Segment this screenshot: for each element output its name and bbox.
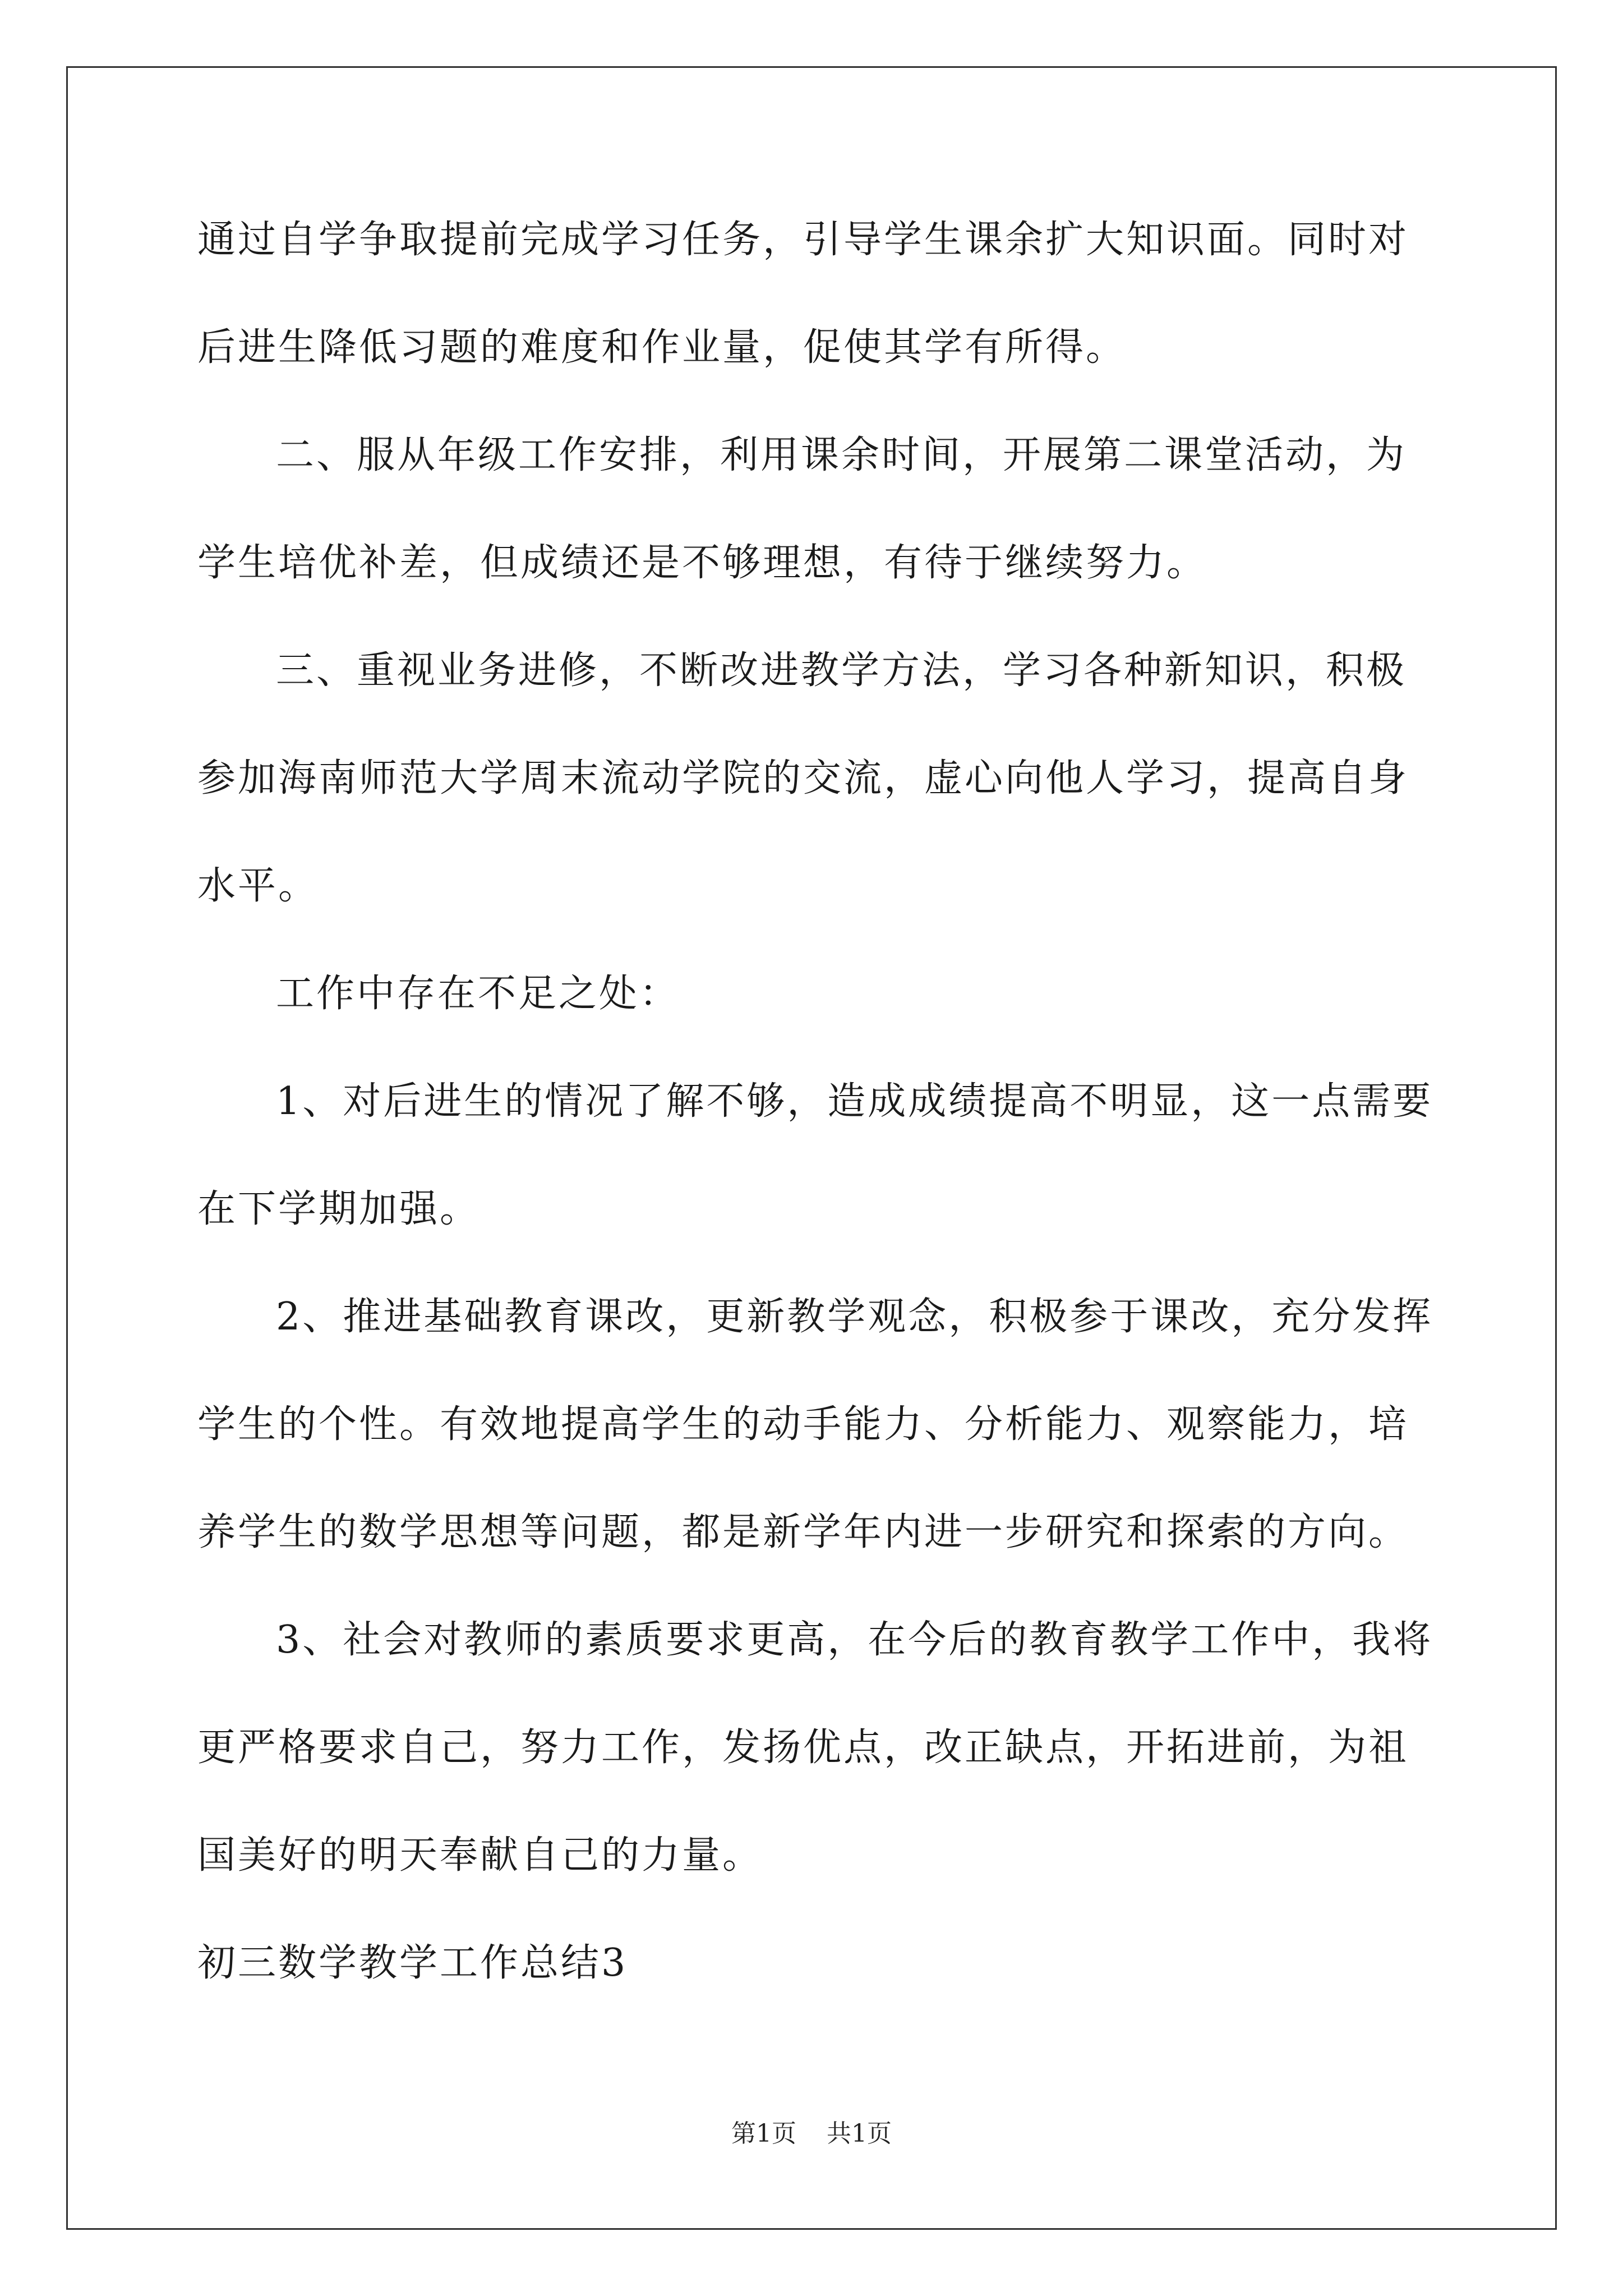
paragraph xyxy=(197,1075,1433,1236)
paragraph xyxy=(197,967,1426,1021)
text-line: 学生的个性。有效地提高学生的动手能力、分析能力、观察能力，培 xyxy=(197,1402,1409,1447)
paragraph xyxy=(197,213,1426,375)
text-line: 3、社会对教师的素质要求更高，在今后的教育教学工作中，我将 xyxy=(276,1618,1433,1662)
text-line: 1、对后进生的情况了解不够，造成成绩提高不明显，这一点需要 xyxy=(276,1079,1433,1124)
page-total: 共1页 xyxy=(827,2119,892,2148)
text-line: 国美好的明天奉献自己的力量。 xyxy=(197,1833,763,1878)
page-footer xyxy=(0,2117,1623,2151)
section-title: 初三数学教学工作总结3 xyxy=(197,1941,628,1985)
text-line: 水平。 xyxy=(197,864,319,908)
paragraph xyxy=(197,1290,1433,1559)
text-line: 养学生的数学思想等问题，都是新学年内进一步研究和探索的方向。 xyxy=(197,1510,1409,1554)
text-line: 三、重视业务进修，不断改进教学方法，学习各种新知识，积极 xyxy=(276,648,1407,693)
page-number: 第1页 xyxy=(731,2119,796,2148)
text-line: 二、服从年级工作安排，利用课余时间，开展第二课堂活动，为 xyxy=(276,433,1407,477)
text-line: 后进生降低习题的难度和作业量，促使其学有所得。 xyxy=(197,325,1127,370)
text-line: 学生培优补差，但成绩还是不够理想，有待于继续努力。 xyxy=(197,541,1207,585)
text-line: 工作中存在不足之处： xyxy=(276,972,680,1016)
text-line: 在下学期加强。 xyxy=(197,1187,481,1231)
text-line: 更严格要求自己，努力工作，发扬优点，改正缺点，开拓进前，为祖 xyxy=(197,1726,1409,1770)
document-body xyxy=(197,213,1433,1990)
text-line: 参加海南师范大学周末流动学院的交流，虚心向他人学习，提高自身 xyxy=(197,756,1409,800)
paragraph xyxy=(197,429,1426,590)
paragraph xyxy=(197,644,1426,913)
text-line: 2、推进基础教育课改，更新教学观念，积极参于课改，充分发挥 xyxy=(276,1295,1433,1339)
paragraph xyxy=(197,1613,1433,1883)
text-line: 通过自学争取提前完成学习任务，引导学生课余扩大知识面。同时对 xyxy=(197,218,1409,262)
